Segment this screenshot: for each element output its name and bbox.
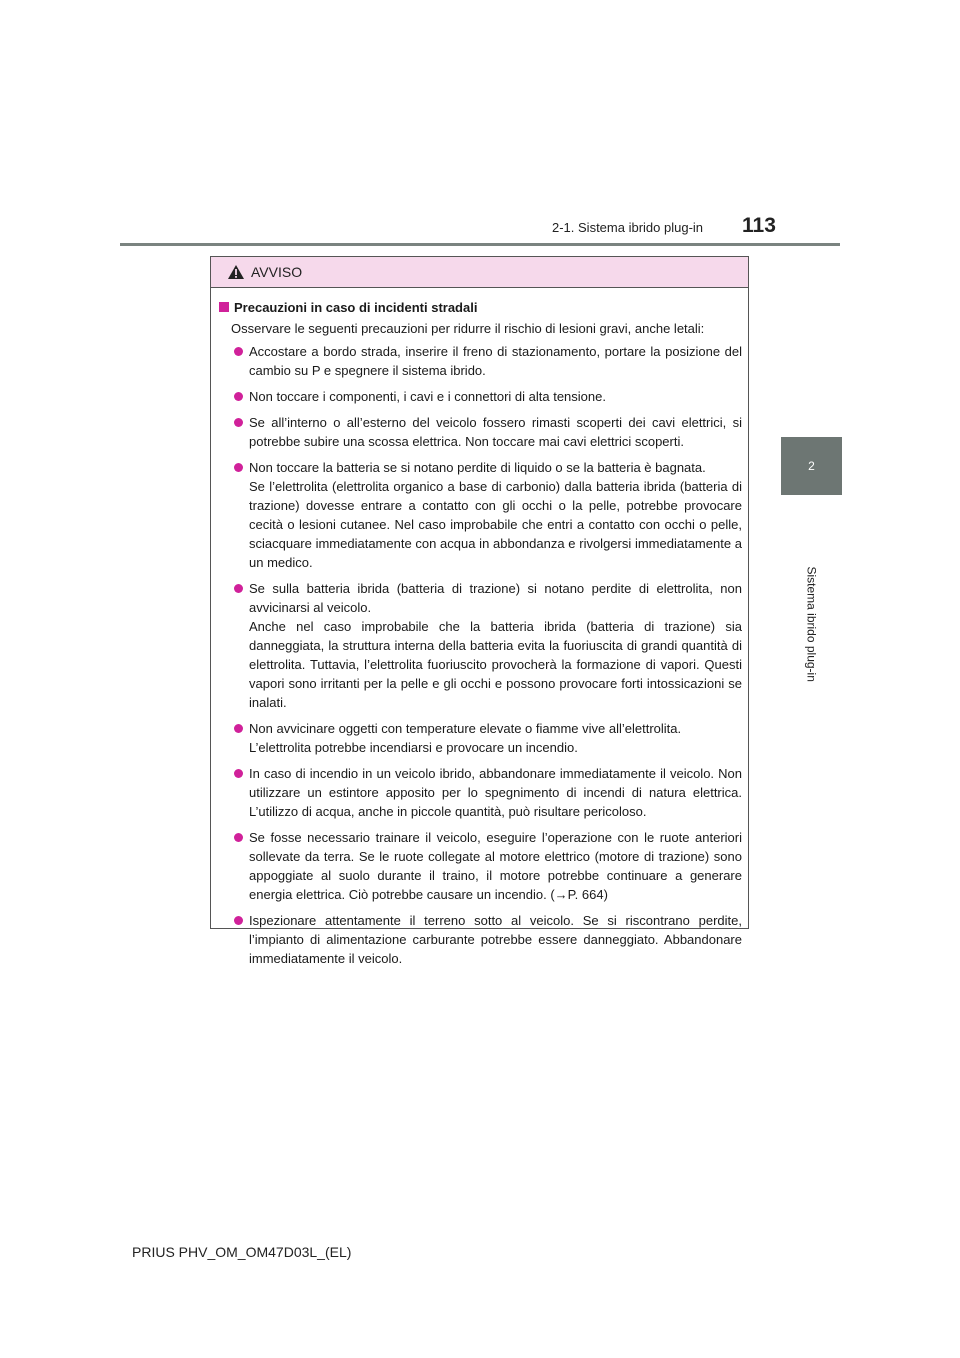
warning-list-item-text: Accostare a bordo strada, inserire il freno di stazionamento, portare la posizione del cambio su P e spegnere il sistema ibrido.	[249, 344, 742, 378]
warning-list-item	[219, 413, 742, 451]
warning-box	[210, 256, 749, 966]
circle-bullet-icon	[234, 418, 243, 427]
warning-list-item	[219, 828, 742, 904]
warning-intro: Osservare le seguenti precauzioni per ridurre il rischio di lesioni gravi, anche letali:	[231, 321, 705, 336]
warning-header	[211, 257, 748, 288]
warning-list-item-text: In caso di incendio in un veicolo ibrido, abbandonare immediatamente il veicolo. Non utilizzare un estintore apposito per lo spegnimento di incendi di natura elettrica. L’utilizzo di acqua, anche in piccole quantità, può risultare pericoloso.	[249, 766, 742, 819]
warning-triangle-icon	[227, 264, 245, 280]
circle-bullet-icon	[234, 833, 243, 842]
circle-bullet-icon	[234, 916, 243, 925]
circle-bullet-icon	[234, 584, 243, 593]
warning-list-item	[219, 764, 742, 821]
warning-list-item	[219, 387, 742, 406]
chapter-tab-title: Sistema ibrido plug-in	[804, 566, 819, 682]
warning-list-item-text: Ispezionare attentamente il terreno sotto al veicolo. Se si riscontrano perdite, l’impianto di alimentazione carburante potrebbe essere danneggiato. Abbandonare immediatamente il veicolo.	[249, 913, 742, 966]
warning-list-item-text: Non toccare la batteria se si notano perdite di liquido o se la batteria è bagnata. Se l’elettrolita (elettrolita organico a base di carbonio) dalla batteria ibrida (batteria di trazione) dovesse entrare a contatto con gli occhi o la pelle, potrebbe provocare cecità o lesioni cutanee. Nel caso improbabile che entri a contatto con occhi o pelle, sciacquare immediatamente con acqua in abbondanza e rivolgersi immediatamente a un medico.	[249, 460, 742, 570]
header-divider	[120, 243, 840, 246]
warning-list-item-text: Non toccare i componenti, i cavi e i connettori di alta tensione.	[249, 389, 606, 404]
section-title-text: Precauzioni in caso di incidenti stradali	[234, 300, 478, 315]
circle-bullet-icon	[234, 724, 243, 733]
page-number: 113	[742, 214, 776, 237]
circle-bullet-icon	[234, 463, 243, 472]
circle-bullet-icon	[234, 347, 243, 356]
square-bullet-icon	[219, 302, 229, 312]
warning-list-item	[219, 579, 742, 712]
warning-list-item-text: Se sulla batteria ibrida (batteria di trazione) si notano perdite di elettrolita, non avvicinarsi al veicolo. Anche nel caso improbabile che la batteria ibrida (batteria di trazione) sia danneggiata, la struttura interna della batteria evita la fuoriuscita di grandi quantità di elettrolita. Tuttavia, l’elettrolita fuoriuscito provocherà la formazione di vapori. Questi vapori sono irritanti per la pelle e gli occhi e possono provocare forti intossicazioni se inalati.	[249, 581, 742, 710]
warning-list-item	[219, 458, 742, 572]
warning-list-item-text: Se fosse necessario trainare il veicolo, eseguire l’operazione con le ruote anteriori sollevate da terra. Se le ruote collegate al motore elettrico (motore di trazione) sono appoggiate al suolo durante il traino, il motore potrebbe continuare a generare energia elettrica. Ciò potrebbe causare un incendio. (→P. 664)	[249, 830, 742, 902]
footer-model-code: PRIUS PHV_OM_OM47D03L_(EL)	[132, 1244, 352, 1260]
warning-list	[219, 342, 742, 968]
warning-label: AVVISO	[251, 264, 303, 280]
warning-list-item	[219, 342, 742, 380]
section-heading: 2-1. Sistema ibrido plug-in	[552, 220, 704, 235]
chapter-tab-number: 2	[781, 437, 842, 495]
warning-body	[211, 288, 748, 968]
warning-list-item-text: Non avvicinare oggetti con temperature elevate o fiamme vive all’elettrolita. L’elettrolita potrebbe incendiarsi e provocare un incendio.	[249, 721, 682, 755]
warning-list-item	[219, 719, 742, 757]
circle-bullet-icon	[234, 769, 243, 778]
circle-bullet-icon	[234, 392, 243, 401]
warning-list-item	[219, 911, 742, 968]
warning-list-item-text: Se all’interno o all’esterno del veicolo fossero rimasti scoperti dei cavi elettrici, si potrebbe subire una scossa elettrica. Non toccare mai cavi elettrici scoperti.	[249, 415, 742, 449]
warning-section-title	[219, 298, 742, 317]
